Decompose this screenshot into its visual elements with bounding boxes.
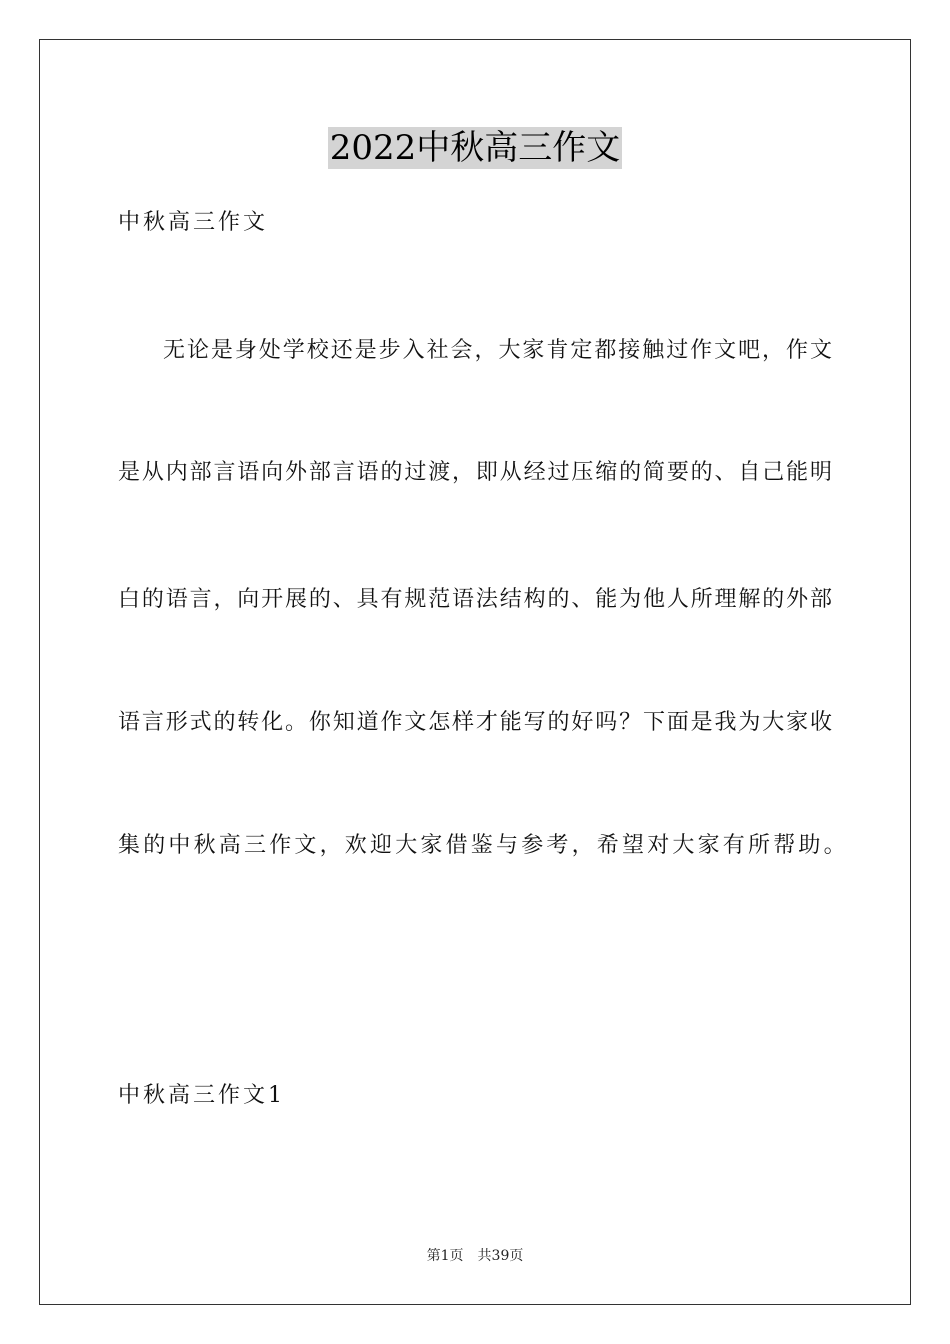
paragraph-line-2: 是从内部言语向外部言语的过渡，即从经过压缩的简要的、自己能明 [118,460,832,485]
section-heading: 中秋高三作文1 [118,1083,285,1108]
document-title: 2022中秋高三作文 [329,128,621,168]
paragraph-line-5: 集的中秋高三作文，欢迎大家借鉴与参考，希望对大家有所帮助。 [118,833,849,858]
page-footer: 第1页 共39页 [426,1248,524,1264]
title-container [0,127,950,169]
document-subtitle: 中秋高三作文 [118,210,269,235]
paragraph-line-1: 无论是身处学校还是步入社会，大家肯定都接触过作文吧，作文 [163,338,832,363]
paragraph-line-4: 语言形式的转化。你知道作文怎样才能写的好吗？下面是我为大家收 [118,710,832,735]
paragraph-line-3: 白的语言，向开展的、具有规范语法结构的、能为他人所理解的外部 [118,587,832,612]
